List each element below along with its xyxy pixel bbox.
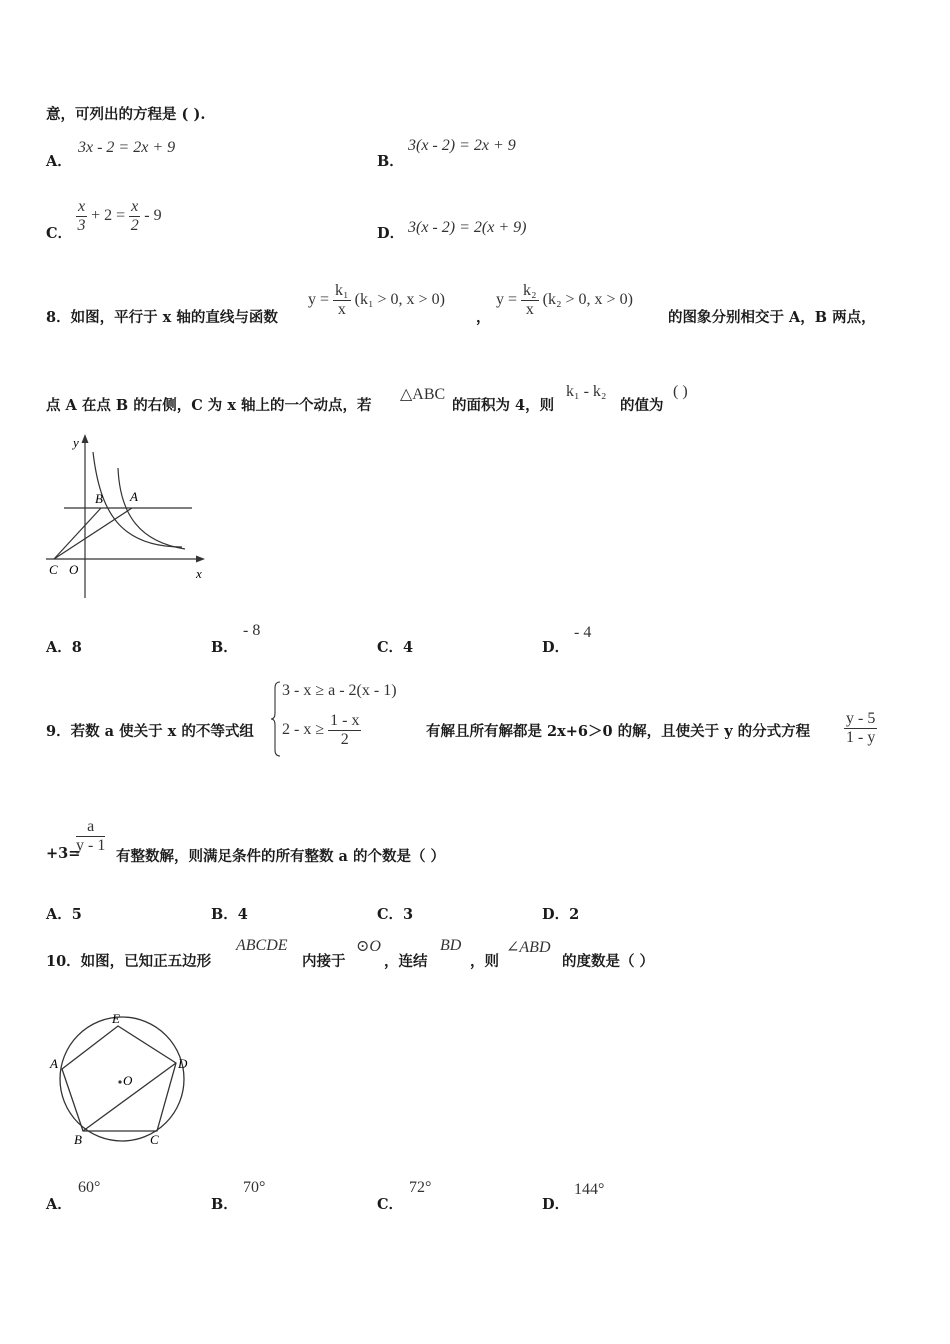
q10-center-dot	[118, 1080, 121, 1083]
q10-segment-name: BD	[440, 937, 462, 954]
q7-option-b-label: B．	[377, 153, 404, 170]
q10-label-e: E	[112, 1011, 120, 1026]
q10-text-3: ，则	[470, 953, 499, 970]
q10-circle	[60, 1017, 184, 1141]
q7-option-b-expr: 3(x - 2) = 2x + 9	[408, 137, 516, 154]
q10-label-b: B	[74, 1132, 82, 1147]
q8-line2-b: 的面积为 4，则	[452, 397, 555, 414]
q8-triangle: △ABC	[400, 386, 446, 403]
q8-label-b: B	[95, 491, 103, 506]
q8-func1-den: x	[337, 301, 346, 318]
q8-comma: ，	[476, 309, 491, 326]
q7-c-tail: - 9	[144, 207, 162, 225]
q8-graph	[40, 430, 220, 610]
q9-option-d: D．2	[542, 906, 580, 923]
q8-x-arrow-icon	[196, 556, 205, 563]
q7-option-c-label: C．	[46, 225, 73, 242]
q8-option-b-label: B．	[211, 639, 238, 656]
q8-segment-ca	[54, 508, 132, 559]
q9-inequality-2	[282, 712, 361, 749]
q8-k-diff: k₁ - k₂	[566, 383, 607, 400]
q9-ineq2-den: 2	[340, 731, 349, 748]
q9-brace-icon	[270, 680, 282, 758]
q8-func2	[496, 282, 633, 319]
q8-func1-y: y =	[308, 291, 330, 309]
q10-option-b-label: B．	[211, 1196, 238, 1213]
q9-prefix: 9．若数 a 使关于 x 的不等式组	[46, 723, 254, 740]
intro-text: 意，可列出的方程是 ( ).	[46, 106, 206, 123]
q10-pentagon-name: ABCDE	[236, 937, 288, 954]
q8-label-y: y	[73, 435, 79, 450]
q7-option-c-expr	[76, 198, 162, 235]
q8-func2-cond: (k₂ > 0, x > 0)	[542, 291, 633, 309]
q8-option-d-value: - 4	[574, 624, 592, 641]
q9-frac-num: y - 5	[846, 710, 876, 727]
q8-prefix: 8．如图，平行于 x 轴的直线与函数	[46, 309, 278, 326]
q9-frac2-den: y - 1	[76, 837, 106, 854]
q10-option-b-value: 70°	[243, 1179, 266, 1196]
q9-frac2-num: a	[76, 818, 105, 837]
q10-angle-name: ∠ABD	[506, 939, 551, 956]
q8-option-d-label: D．	[542, 639, 570, 656]
q8-label-x: x	[196, 566, 202, 581]
q10-text-2: ，连结	[384, 953, 428, 970]
q9-line2-b: 有整数解，则满足条件的所有整数 a 的个数是（ ）	[116, 848, 446, 865]
q8-label-a: A	[130, 489, 138, 504]
q8-func1-num: k₁	[335, 282, 349, 299]
q10-circle-name: ⊙O	[356, 938, 381, 955]
q10-option-d-label: D．	[542, 1196, 570, 1213]
q9-inequality-1: 3 - x ≥ a - 2(x - 1)	[282, 682, 397, 699]
q8-line2-c: 的值为	[620, 397, 664, 414]
q8-label-c: C	[49, 562, 58, 577]
q9-fraction	[844, 710, 877, 747]
q10-label-d: D	[178, 1056, 188, 1071]
q10-label-o: O	[123, 1073, 133, 1088]
q10-figure	[44, 1008, 204, 1148]
q10-option-a-label: A．	[46, 1196, 72, 1213]
q8-func2-num: k₂	[523, 282, 537, 299]
q7-c-frac2-num: x	[131, 198, 139, 215]
q8-option-a: A．8	[46, 639, 82, 656]
q8-y-arrow-icon	[82, 434, 89, 443]
q7-c-frac1-den: 3	[77, 217, 86, 234]
q10-option-a-value: 60°	[78, 1179, 101, 1196]
q10-text-4: 的度数是（ ）	[562, 953, 655, 970]
q8-answer-paren: ( )	[673, 383, 688, 400]
q8-option-c: C．4	[377, 639, 414, 656]
q7-option-a-expr: 3x - 2 = 2x + 9	[78, 139, 176, 156]
q7-c-mid: + 2 =	[91, 207, 126, 225]
q7-option-d-label: D．	[377, 225, 405, 242]
q10-label-c: C	[150, 1132, 159, 1147]
q7-option-a-label: A．	[46, 153, 72, 170]
q10-text-1: 内接于	[302, 953, 346, 970]
q9-middle: 有解且所有解都是 2x+6＞0 的解，且使关于 y 的分式方程	[426, 723, 811, 740]
q7-c-frac1-num: x	[78, 198, 86, 215]
q8-func1	[308, 282, 445, 319]
q7-option-d-expr: 3(x - 2) = 2(x + 9)	[408, 219, 527, 236]
q10-option-c-label: C．	[377, 1196, 404, 1213]
q9-ineq2-num: 1 - x	[330, 712, 360, 729]
q9-ineq2-left: 2 - x ≥	[282, 721, 325, 739]
q9-option-c: C．3	[377, 906, 414, 923]
q9-option-b: B．4	[211, 906, 248, 923]
q10-label-a: A	[50, 1056, 58, 1071]
q10-option-d-value: 144°	[574, 1181, 605, 1198]
q8-func2-y: y =	[496, 291, 518, 309]
q8-line2-a: 点 A 在点 B 的右侧，C 为 x 轴上的一个动点，若	[46, 397, 372, 414]
q9-option-a: A．5	[46, 906, 82, 923]
q8-func1-cond: (k₁ > 0, x > 0)	[354, 291, 445, 309]
q10-prefix: 10．如图，已知正五边形	[46, 953, 212, 970]
q8-label-o: O	[69, 562, 79, 577]
q8-option-b-value: - 8	[243, 622, 261, 639]
q9-line2-a: +3=	[46, 845, 81, 862]
q10-pentagon	[62, 1026, 176, 1131]
q7-c-frac2-den: 2	[130, 217, 139, 234]
q10-option-c-value: 72°	[409, 1179, 432, 1196]
q9-frac-den: 1 - y	[846, 729, 876, 746]
q9-fraction-2	[76, 818, 105, 855]
q8-func2-den: x	[525, 301, 534, 318]
q8-suffix: 的图象分别相交于 A，B 两点，	[668, 309, 876, 326]
